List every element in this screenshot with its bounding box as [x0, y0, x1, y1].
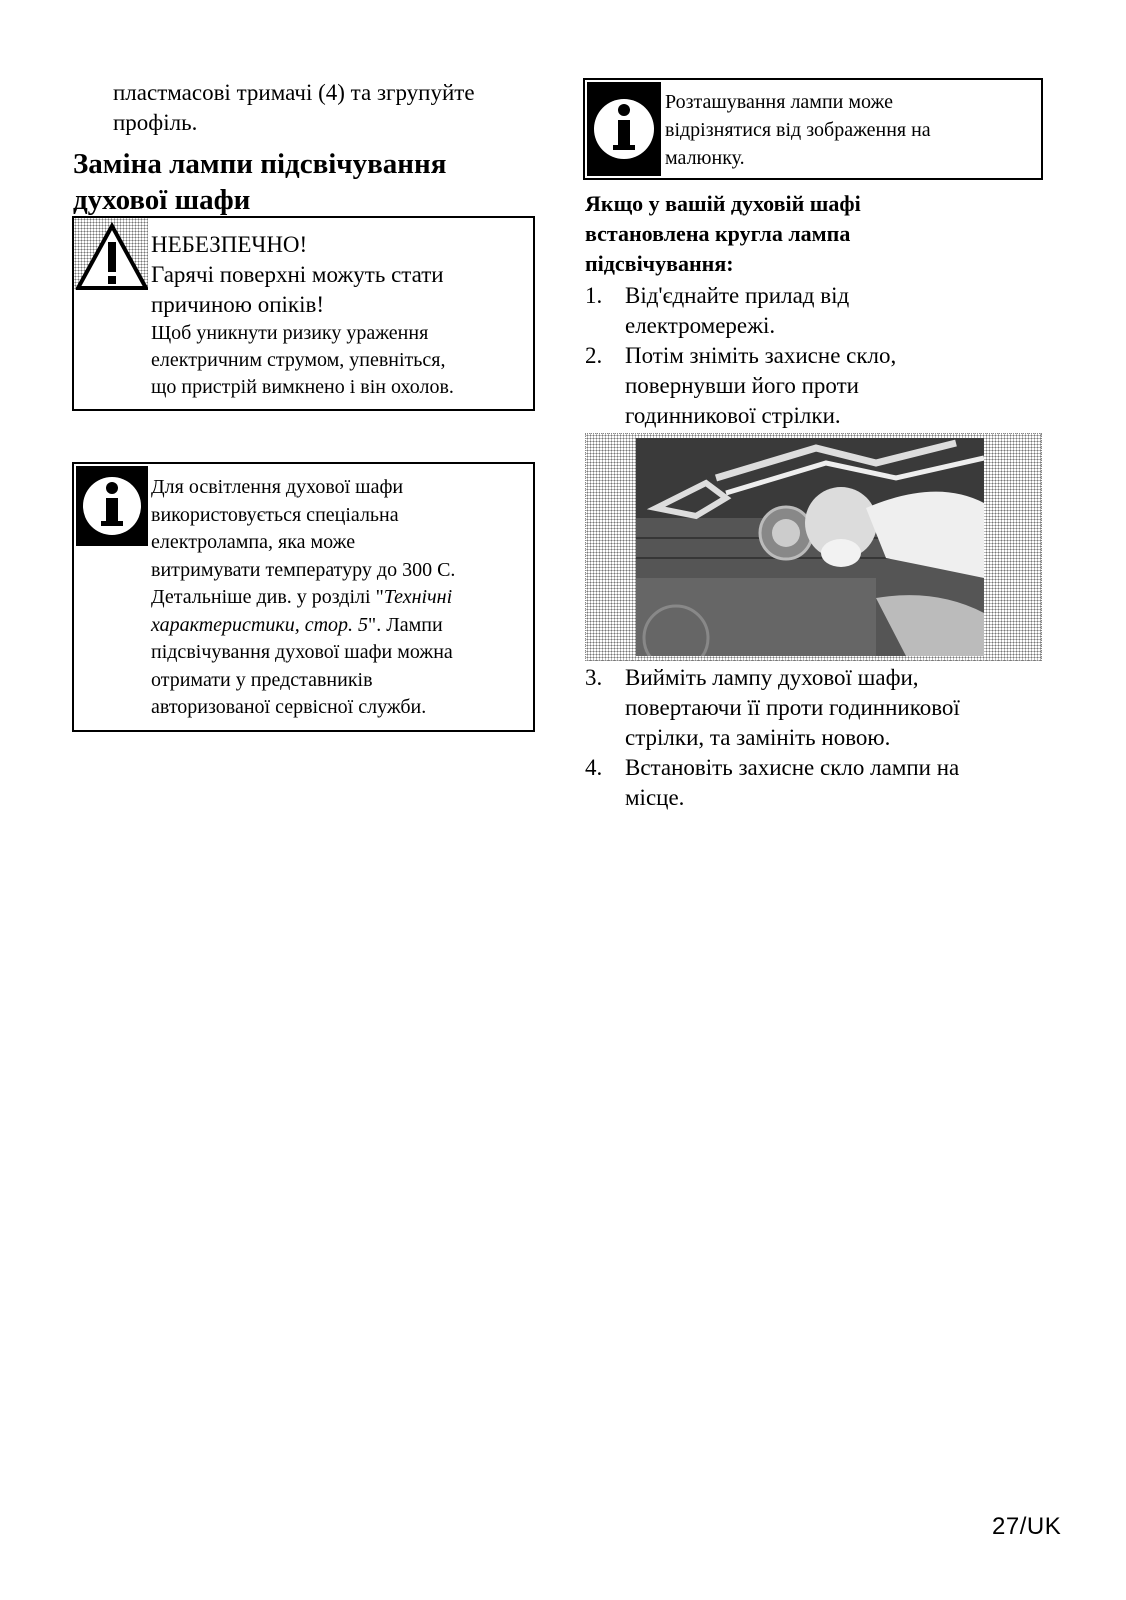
warning-line: що пристрій вимкнено і він охолов.: [151, 376, 454, 398]
warning-box: [72, 216, 535, 411]
oven-lamp-figure: [585, 433, 1042, 661]
info-text-part: ". Лампи: [368, 613, 443, 636]
intro-text: [113, 78, 475, 138]
step-line: Від'єднайте прилад від: [625, 283, 850, 308]
step-number: 2.: [585, 343, 603, 368]
note-line: малюнку.: [665, 147, 745, 169]
info-line: отримати у представників: [151, 668, 373, 691]
info-line: використовується спеціальна: [151, 503, 399, 526]
info-reference: Технічні: [383, 586, 453, 608]
warning-line: електричним струмом, упевніться,: [151, 349, 446, 371]
note-box: [583, 78, 1043, 180]
step-line: повернувши його проти: [625, 373, 859, 398]
intro-line: профіль.: [113, 110, 198, 135]
intro-line: пластмасові тримачі (4) та згрупуйте: [113, 80, 475, 105]
step-line: Вийміть лампу духової шафи,: [625, 665, 919, 690]
section-heading: [73, 146, 446, 218]
step-line: Потім зніміть захисне скло,: [625, 343, 897, 368]
step-line: Встановіть захисне скло лампи на: [625, 755, 960, 780]
note-line: відрізнятися від зображення на: [665, 119, 931, 141]
info-reference: характеристики, стор. 5: [151, 613, 369, 636]
step-number: 4.: [585, 755, 603, 780]
note-line: Розташування лампи може: [665, 91, 893, 113]
info-line: витримувати температуру до 300 С.: [151, 558, 456, 581]
info-box: [72, 462, 535, 732]
oven-lamp-photo: [636, 438, 984, 656]
warning-text: [151, 230, 454, 401]
step-number: 3.: [585, 665, 603, 690]
info-line: [151, 584, 455, 612]
subheading-line: Якщо у вашій духовій шафі: [585, 191, 861, 216]
step-item: [585, 281, 1045, 341]
info-icon: [587, 82, 661, 176]
steps-1-2: [585, 281, 1045, 431]
steps-3-4: [585, 663, 1045, 813]
subheading-line: підсвічування:: [585, 251, 734, 276]
step-line: годинникової стрілки.: [625, 403, 841, 428]
info-text-part: Детальніше див. у розділі ": [151, 586, 384, 608]
info-line: Для освітлення духової шафи: [151, 476, 404, 498]
step-line: стрілки, та замініть новою.: [625, 725, 891, 750]
info-line: підсвічування духової шафи можна: [151, 641, 453, 663]
info-icon: [76, 466, 148, 546]
warning-triangle-icon: [76, 222, 148, 292]
step-line: електромережі.: [625, 313, 776, 338]
heading-line: духової шафи: [73, 184, 251, 216]
warning-line: причиною опіків!: [151, 292, 325, 317]
note-text: [665, 88, 931, 172]
step-item: [585, 753, 1045, 813]
subheading-line: встановлена кругла лампа: [585, 221, 851, 246]
warning-line: Гарячі поверхні можуть стати: [151, 262, 444, 287]
step-item: [585, 663, 1045, 753]
info-text: [151, 474, 455, 722]
subheading: [585, 189, 861, 279]
info-line: [151, 612, 455, 640]
warning-line: Щоб уникнути ризику ураження: [151, 322, 429, 344]
info-line: авторизованої сервісної служби.: [151, 696, 427, 718]
info-line: електролампа, яка може: [151, 531, 356, 553]
heading-line: Заміна лампи підсвічування: [73, 148, 447, 180]
page-number: 27/UK: [992, 1513, 1062, 1540]
step-line: повертаючи її проти годинникової: [625, 695, 960, 720]
step-line: місце.: [625, 785, 685, 810]
step-number: 1.: [585, 283, 603, 308]
warning-title: НЕБЕЗПЕЧНО!: [151, 232, 308, 257]
step-item: [585, 341, 1045, 431]
